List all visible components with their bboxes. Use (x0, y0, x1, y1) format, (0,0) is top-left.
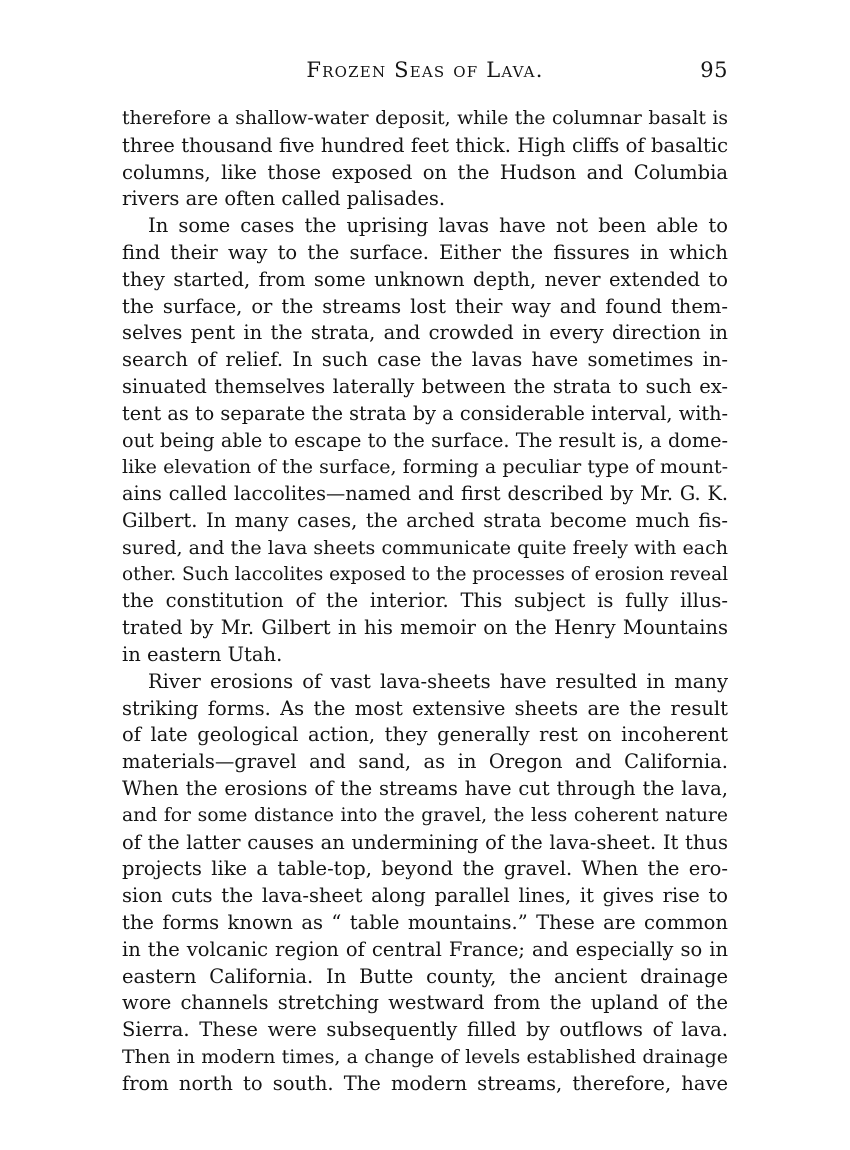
text-line: the constitution of the interior. This subject is fully illus- (122, 589, 728, 613)
text-line: they started, from some unknown depth, never extended to (122, 267, 728, 291)
text-line: like elevation of the surface, forming a peculiar type of mount- (122, 456, 728, 479)
text-line: trated by Mr. Gilbert in his memoir on the Henry Mountains (122, 616, 728, 640)
text-line: projects like a table-top, beyond the gravel. When the ero- (122, 857, 728, 881)
text-line: Sierra. These were subsequently filled by outflows of lava. (122, 1018, 728, 1042)
text-line: sured, and the lava sheets communicate quite freely with each (122, 536, 728, 559)
text-line: find their way to the surface. Either the fissures in which (122, 240, 728, 264)
text-line: columns, like those exposed on the Hudson and Columbia (122, 160, 728, 184)
text-line: the forms known as “ table mountains.” These are common (122, 910, 728, 934)
text-line: In some cases the uprising lavas have not been able to (148, 214, 728, 238)
text-line: sion cuts the lava-sheet along parallel lines, it gives rise to (122, 884, 728, 908)
text-line: three thousand five hundred feet thick. High cliffs of basaltic (122, 133, 728, 157)
text-line: Then in modern times, a change of levels established drainage (122, 1045, 728, 1068)
text-line: search of relief. In such case the lavas have sometimes in- (122, 348, 728, 372)
text-line: and for some distance into the gravel, the less coherent nature (122, 804, 728, 826)
text-line: striking forms. As the most extensive sheets are the result (122, 696, 728, 720)
text-line: from north to south. The modern streams, therefore, have (122, 1071, 728, 1095)
text-line: in the volcanic region of central France; and especially so in (122, 937, 728, 961)
text-line: Gilbert. In many cases, the arched strata become much fis- (122, 508, 728, 532)
text-line: out being able to escape to the surface. The result is, a dome- (122, 428, 728, 452)
page-number: 95 (700, 58, 728, 82)
text-line: wore channels stretching westward from the upland of the (122, 991, 728, 1015)
running-head (122, 58, 728, 88)
text-line: tent as to separate the strata by a considerable interval, with- (122, 401, 728, 425)
text-line: selves pent in the strata, and crowded in every direction in (122, 321, 728, 345)
text-line: sinuated themselves laterally between the strata to such ex- (122, 374, 728, 398)
text-line: in eastern Utah. (122, 642, 283, 666)
text-line: materials—gravel and sand, as in Oregon and California. (122, 750, 728, 774)
body-text (122, 106, 728, 1097)
text-line: When the erosions of the streams have cut through the lava, (122, 776, 728, 800)
running-title: Frozen Seas of Lava. (306, 58, 544, 82)
text-line: the surface, or the streams lost their way and found them- (122, 294, 728, 318)
text-line: other. Such laccolites exposed to the processes of erosion reveal (122, 563, 729, 585)
text-line: therefore a shallow-water deposit, while the columnar basalt is (122, 108, 728, 129)
text-line: River erosions of vast lava-sheets have resulted in many (148, 669, 728, 693)
text-line: ains called laccolites—named and first described by Mr. G. K. (122, 482, 728, 506)
text-line: eastern California. In Butte county, the ancient drainage (122, 964, 728, 988)
text-line: rivers are often called palisades. (122, 187, 446, 211)
text-line: of the latter causes an undermining of the lava-sheet. It thus (122, 830, 728, 854)
text-line: of late geological action, they generally rest on incoherent (122, 723, 728, 747)
